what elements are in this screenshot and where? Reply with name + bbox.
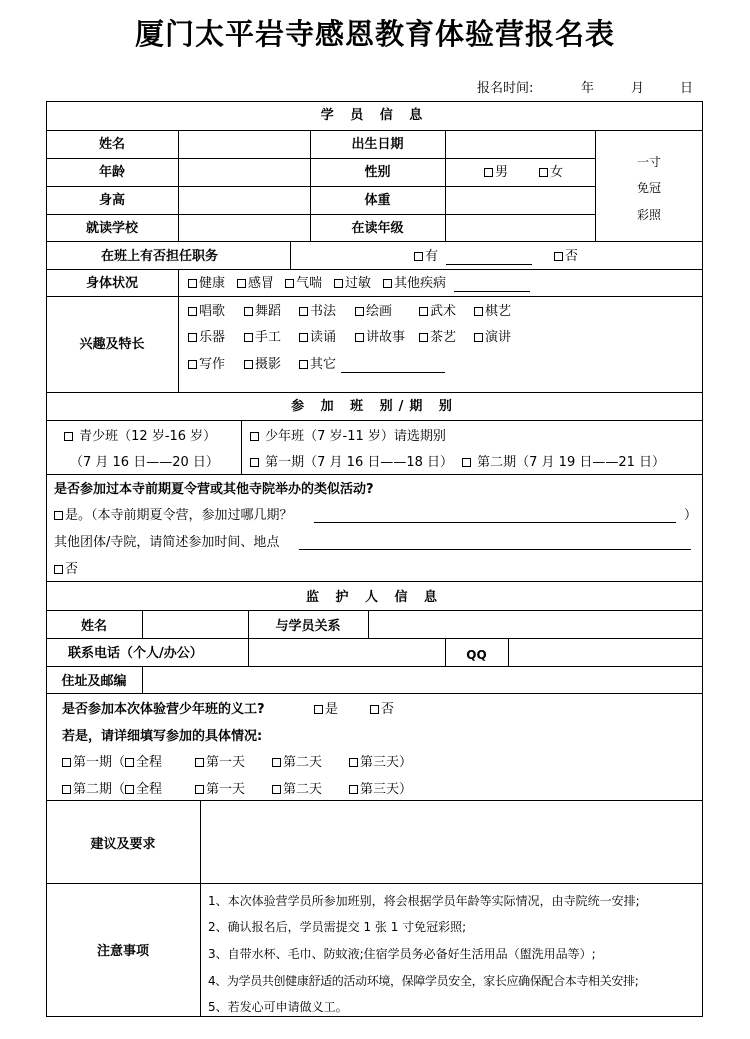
duty-blank[interactable] [446,264,532,265]
checkbox-icon[interactable] [355,333,364,342]
teen-class-option[interactable]: 青少班（12 岁-16 岁） [64,429,216,445]
volunteer-period2-day3[interactable]: 第三天） [349,782,412,798]
checkbox-icon[interactable] [383,279,392,288]
volunteer-yes-option[interactable]: 是 [314,702,338,718]
gender-female-option[interactable]: 女 [539,165,563,181]
checkbox-icon[interactable] [272,785,281,794]
health-option-allergy[interactable]: 过敏 [334,276,371,292]
gender-label: 性别 [364,165,391,180]
hobby-photography[interactable]: 摄影 [244,357,281,373]
checkbox-icon[interactable] [462,458,471,467]
checkbox-icon[interactable] [272,758,281,767]
photo-note-line2: 免冠 [636,181,661,195]
checkbox-icon[interactable] [250,432,259,441]
previous-participation-question: 是否参加过本寺前期夏令营或其他寺院举办的类似活动? [54,482,374,497]
junior-period1-option[interactable]: 第一期（7 月 16 日——18 日） [250,455,453,471]
hobby-writing[interactable]: 写作 [188,357,225,373]
other-temple-blank[interactable] [299,549,691,550]
checkbox-icon[interactable] [349,785,358,794]
checkbox-icon[interactable] [419,333,428,342]
health-option-healthy[interactable]: 健康 [188,276,225,292]
previous-close-paren: ） [684,508,698,523]
weight-label: 体重 [364,193,391,208]
age-label: 年龄 [98,165,125,180]
checkbox-icon[interactable] [414,252,423,261]
checkbox-icon[interactable] [370,705,379,714]
checkbox-icon[interactable] [474,307,483,316]
checkbox-icon[interactable] [299,307,308,316]
hobby-instrument[interactable]: 乐器 [188,330,225,346]
checkbox-icon[interactable] [188,333,197,342]
volunteer-period1-day3[interactable]: 第三天） [349,755,412,771]
suggestion-label: 建议及要求 [90,837,156,852]
health-label: 身体状况 [85,276,138,291]
checkbox-icon[interactable] [314,705,323,714]
form-title: 厦门太平岩寺感恩教育体验营报名表 [134,17,615,51]
duty-label: 在班上有否担任职务 [101,249,219,264]
photo-note-line1: 一寸 [636,155,661,169]
checkbox-icon[interactable] [188,307,197,316]
hobby-label: 兴趣及特长 [79,337,145,352]
duty-yes-option[interactable]: 有 [414,249,438,265]
checkbox-icon[interactable] [54,511,63,520]
note-item-4: 4、为学员共创健康舒适的活动环境，保障学员安全，家长应确保配合本寺相关安排; [208,974,639,988]
health-option-cold[interactable]: 感冒 [237,276,274,292]
volunteer-period2-option[interactable]: 第二期（ 全程 [62,782,162,798]
date-year: 年 [581,81,595,96]
hobby-other-blank[interactable] [341,372,445,373]
suggestion-input-area[interactable] [201,801,702,883]
guardian-address-label: 住址及邮编 [61,674,127,689]
checkbox-icon[interactable] [244,360,253,369]
previous-yes-option[interactable]: 是。（本寺前期夏令营，参加过哪几期？ [54,508,293,524]
hobby-chess[interactable]: 棋艺 [474,304,511,320]
volunteer-period1-option[interactable]: 第一期（ 全程 [62,755,162,771]
hobby-singing[interactable]: 唱歌 [188,304,225,320]
checkbox-icon[interactable] [484,168,493,177]
teen-class-dates: （7 月 16 日——20 日） [70,455,219,470]
school-label: 就读学校 [85,221,138,236]
volunteer-question: 是否参加本次体验营少年班的义工? [62,702,265,717]
note-item-5: 5、若发心可申请做义工。 [208,1000,348,1014]
checkbox-icon[interactable] [554,252,563,261]
gender-male-option[interactable]: 男 [484,165,508,181]
volunteer-detail-label: 若是，请详细填写参加的具体情况: [62,729,263,744]
checkbox-icon[interactable] [244,333,253,342]
junior-period2-option[interactable]: 第二期（7 月 19 日——21 日） [462,455,665,471]
health-other-blank[interactable] [454,291,530,292]
other-temple-label: 其他团体/寺院，请简述参加时间、地点 [54,535,280,550]
checkbox-icon[interactable] [125,785,134,794]
checkbox-icon[interactable] [244,307,253,316]
previous-periods-blank[interactable] [314,522,676,523]
checkbox-icon[interactable] [125,758,134,767]
volunteer-period1-day2[interactable]: 第二天 [272,755,322,771]
note-item-3: 3、自带水杯、毛巾、防蚊液;住宿学员务必备好生活用品（盥洗用品等）; [208,947,596,961]
grade-label: 在读年级 [351,221,404,236]
duty-no-option[interactable]: 否 [554,249,578,265]
height-label: 身高 [98,193,125,208]
hobby-recitation[interactable]: 读诵 [299,330,336,346]
guardian-name-label: 姓名 [80,619,107,634]
checkbox-icon[interactable] [62,785,71,794]
guardian-phone-label: 联系电话（个人/办公） [68,646,203,661]
note-item-2: 2、确认报名后，学员需提交 1 张 1 寸免冠彩照; [208,920,467,934]
volunteer-period2-day1[interactable]: 第一天 [195,782,245,798]
student-name-label: 姓名 [98,137,125,152]
photo-note-line3: 彩照 [636,208,661,222]
hobby-calligraphy[interactable]: 书法 [299,304,336,320]
hobby-other[interactable]: 其它 [299,357,336,373]
date-label: 报名时间: [477,81,534,96]
hobby-painting[interactable]: 绘画 [355,304,392,320]
hobby-martial-arts[interactable]: 武术 [419,304,456,320]
checkbox-icon[interactable] [349,758,358,767]
checkbox-icon[interactable] [62,758,71,767]
volunteer-period1-day1[interactable]: 第一天 [195,755,245,771]
health-option-asthma[interactable]: 气喘 [285,276,322,292]
hobby-dance[interactable]: 舞蹈 [244,304,281,320]
volunteer-no-option[interactable]: 否 [370,702,394,718]
checkbox-icon[interactable] [334,279,343,288]
note-item-1: 1、本次体验营学员所参加班别，将会根据学员年龄等实际情况，由寺院统一安排; [208,894,640,908]
checkbox-icon[interactable] [539,168,548,177]
checkbox-icon[interactable] [195,758,204,767]
checkbox-icon[interactable] [299,333,308,342]
hobby-storytelling[interactable]: 讲故事 [355,330,405,346]
notes-label: 注意事项 [96,944,149,959]
checkbox-icon[interactable] [299,360,308,369]
guardian-relation-label: 与学员关系 [275,619,341,634]
date-month: 月 [631,81,645,96]
guardian-qq-label: QQ [466,648,487,662]
checkbox-icon[interactable] [419,307,428,316]
health-option-other[interactable]: 其他疾病 [383,276,446,292]
checkbox-icon[interactable] [64,432,73,441]
class-period-header: 参 加 班 别/期 别 [291,399,458,414]
checkbox-icon[interactable] [285,279,294,288]
checkbox-icon[interactable] [54,565,63,574]
hobby-tea-art[interactable]: 茶艺 [419,330,456,346]
checkbox-icon[interactable] [195,785,204,794]
date-day: 日 [680,81,694,96]
checkbox-icon[interactable] [355,307,364,316]
hobby-speech[interactable]: 演讲 [474,330,511,346]
checkbox-icon[interactable] [188,360,197,369]
birth-date-label: 出生日期 [351,137,404,152]
student-info-header: 学 员 信 息 [320,108,429,123]
checkbox-icon[interactable] [237,279,246,288]
checkbox-icon[interactable] [188,279,197,288]
junior-class-option[interactable]: 少年班（7 岁-11 岁）请选期别 [250,429,446,445]
guardian-info-header: 监 护 人 信 息 [305,590,444,605]
volunteer-period2-day2[interactable]: 第二天 [272,782,322,798]
previous-no-option[interactable]: 否 [54,562,78,578]
hobby-handcraft[interactable]: 手工 [244,330,281,346]
checkbox-icon[interactable] [250,458,259,467]
checkbox-icon[interactable] [474,333,483,342]
